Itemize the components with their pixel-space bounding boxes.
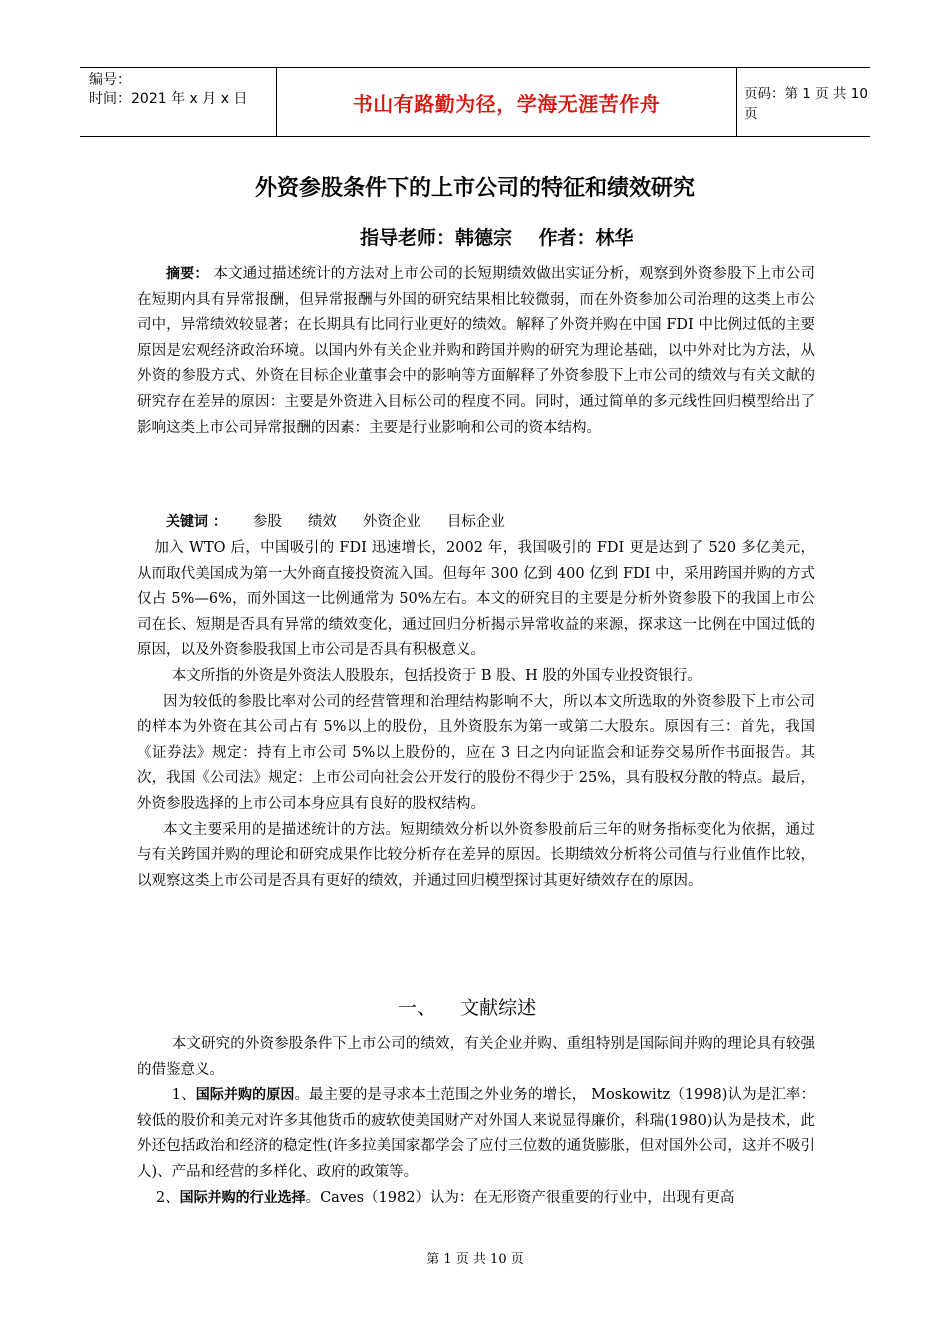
literature-review-section xyxy=(137,1032,815,1211)
paper-title: 外资参股条件下的上市公司的特征和绩效研究 xyxy=(254,176,695,201)
intro-paragraph: 加入 WTO 后，中国吸引的 FDI 迅速增长，2002 年，我国吸引的 FDI 更是达到了 520 多亿美元，从而取代美国成为第一大外商直接投资流入国。但每年 300 亿到 400 亿到 FDI 中，采用跨国并购的方式仅占 5%—6%，而外国这一比例通常为 50%左右。本文的研究目的主要是分析外资参股下的我国上市公司在长、短期是否具有异常的绩效变化，通过回归分析揭示异常收益的来源，探求这一比例在中国过低的原因，以及外资参股我国上市公司是否具有积极意义。 xyxy=(137,540,815,659)
header-left-cell xyxy=(80,68,277,136)
review-item-text: 。最主要的是寻求本土范围之外业务的增长， Moskowitz（1998)认为是汇率：较低的股价和美元对许多其他货币的疲软使美国财产对外国人来说显得廉价，科瑞(1980)认为是技术，此外还包括政治和经济的稳定性(许多拉美国家都学会了应付三位数的通货膨胀，但对国外公司，这并不吸引人)、产品和经营的多样化、政府的政策等。 xyxy=(137,1087,816,1180)
review-item-text: 。Caves（1982）认为：在无形资产很重要的行业中，出现有更高 xyxy=(305,1189,735,1206)
document-number-label: 编号： xyxy=(89,72,131,88)
review-item-number: 1、 xyxy=(171,1087,196,1104)
keyword-item: 外资企业 xyxy=(362,514,421,530)
paper-authors: 指导老师：韩德宗 作者：林华 xyxy=(360,227,634,249)
review-item-1 xyxy=(137,1083,815,1185)
section-heading: 一、 文献综述 xyxy=(398,997,537,1019)
review-paragraph: 本文研究的外资参股条件下上市公司的绩效，有关企业并购、重组特别是国际间并购的理论具有较强的借鉴意义。 xyxy=(137,1036,815,1078)
abstract-section xyxy=(137,262,815,441)
keywords-section xyxy=(137,510,815,536)
review-item-heading: 国际并购的行业选择 xyxy=(179,1189,306,1206)
review-item-number: 2、 xyxy=(155,1189,180,1206)
keywords-label: 关键词 ： xyxy=(166,514,227,530)
keyword-item: 参股 xyxy=(252,514,282,530)
introduction-section xyxy=(137,536,815,894)
header-table xyxy=(80,67,870,137)
keyword-item: 绩效 xyxy=(307,514,337,530)
page-footer: 第 1 页 共 10 页 xyxy=(426,1252,524,1267)
header-motto-cell xyxy=(277,68,737,136)
intro-paragraph: 本文主要采用的是描述统计的方法。短期绩效分析以外资参股前后三年的财务指标变化为依据，通过与有关跨国并购的理论和研究成果作比较分析存在差异的原因。长期绩效分析将公司值与行业值作比较，以观察这类上市公司是否具有更好的绩效，并通过回归模型探讨其更好绩效存在的原因。 xyxy=(137,821,815,889)
intro-paragraph: 本文所指的外资是外资法人股股东，包括投资于 B 股、H 股的外国专业投资银行。 xyxy=(171,667,702,684)
review-item-2 xyxy=(137,1186,815,1212)
review-item-heading: 国际并购的原因 xyxy=(195,1087,295,1104)
document-time-label: 时间：2021 年 x 月 x 日 xyxy=(89,91,248,107)
abstract-label: 摘要： xyxy=(166,266,209,282)
header-motto: 书山有路勤为径，学海无涯苦作舟 xyxy=(352,91,661,116)
keyword-item: 目标企业 xyxy=(446,514,505,530)
header-page-info: 页码：第 1 页 共 10 页 xyxy=(744,86,868,122)
abstract-text: 本文通过描述统计的方法对上市公司的长短期绩效做出实证分析，观察到外资参股下上市公司在短期内具有异常报酬，但异常报酬与外国的研究结果相比较微弱，而在外资参加公司治理的这类上市公司中，异常绩效较显著；在长期具有比同行业更好的绩效。解释了外资并购在中国 FDI 中比例过低的主要原因是宏观经济政治环境。以国内外有关企业并购和跨国并购的研究为理论基础，以中外对比为方法，从外资的参股方式、外资在目标企业董事会中的影响等方面解释了外资参股下上市公司的绩效与有关文献的研究存在差异的原因：主要是外资进入目标公司的程度不同。同时，通过简单的多元线性回归模型给出了影响这类上市公司异常报酬的因素：主要是行业影响和公司的资本结构。 xyxy=(137,266,816,436)
intro-paragraph: 因为较低的参股比率对公司的经营管理和治理结构影响不大，所以本文所选取的外资参股下上市公司的样本为外资在其公司占有 5%以上的股份，且外资股东为第一或第二大股东。原因有三：首先，我国《证券法》规定：持有上市公司 5%以上股份的，应在 3 日之内向证监会和证券交易所作书面报告。其次，我国《公司法》规定：上市公司向社会公开发行的股份不得少于 25%，具有股权分散的特点。最后，外资参股选择的上市公司本身应具有良好的股权结构。 xyxy=(137,693,815,812)
